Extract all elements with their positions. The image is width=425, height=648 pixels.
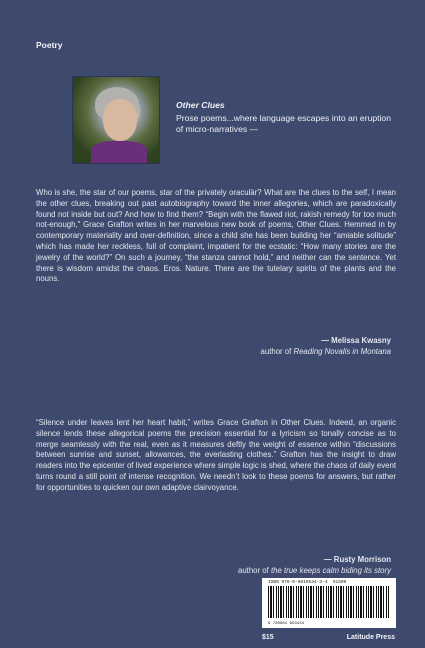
review-1-credit-prefix: author of <box>260 346 294 356</box>
author-photo-shirt <box>91 141 147 163</box>
review-2-credit <box>238 566 391 577</box>
isbn-barcode <box>262 578 396 628</box>
review-1-credit <box>261 347 391 358</box>
isbn-number: ISBN 978-0-9819534-3-4 51500 <box>268 580 347 585</box>
author-photo-face <box>103 99 137 141</box>
book-tagline: Prose poems...where language escapes into an eruption of micro-narratives — <box>176 112 391 134</box>
review-2-text: “Silence under leaves lent her heart habit,” writes Grace Grafton in Other Clues. Indeed, an organic silence lends these allegorical poems the precision essential for a lyricism so tonally concise as to merge seamlessly with the real, even as it measures deftly the weight of essence within “discussions between sunrise and sunset, allowances, the everlasting clothes.” Grafton has the insight to draw readers into the epicenter of lived experience where simple logic is shed, where the chaos of daily event turns round a still point of intense recognition. We needn’t look to these poems for answers, but rather for opportunities to quicken our own adaptive clairvoyance. <box>36 418 396 492</box>
review-2-credit-title: the true keeps calm biding its story <box>270 565 391 575</box>
book-title: Other Clues <box>176 100 225 110</box>
review-1-byline <box>261 336 391 357</box>
genre-label: Poetry <box>36 40 63 50</box>
publisher-name: Latitude Press <box>346 634 395 641</box>
price-label: $15 <box>262 634 274 641</box>
review-2-author: — Rusty Morrison <box>323 555 391 564</box>
book-subject <box>176 100 396 136</box>
author-photo <box>72 76 160 164</box>
barcode-digits: 9 780981 953434 <box>268 622 305 626</box>
review-1-text: Who is she, the star of our poems, star of the privately oraculär? What are the clues to the self, I mean the other clues, breaking out past autobiography toward the inner allegories, which are paradoxically found not inside but out? And how to find them? “Begin with the flawed riot, rakish remedy for too much not-enough,” Grace Grafton writes in her marvelous new book of poems, Other Clues. Hemmed in by contemporary materiality and over-definition, since a child she has been building her “amiable solitude” which has made her reckless, full of complaint, impatient for the ecstatic: “How many stories are the jewelry of the world?” On such a journey, “the stanza cannot hold,” and neither can the sentence. Yet there is wisdom amidst the chaos. Eros. Nature. There are the tutelary spirits of the plants and the nouns. <box>36 188 396 284</box>
review-1-credit-title: Reading Novalis in Montana <box>293 346 391 356</box>
review-2-credit-prefix: author of <box>238 565 271 575</box>
review-2-byline <box>238 555 391 576</box>
barcode-bars <box>268 586 390 618</box>
review-1-author: — Melissa Kwasny <box>321 336 391 345</box>
